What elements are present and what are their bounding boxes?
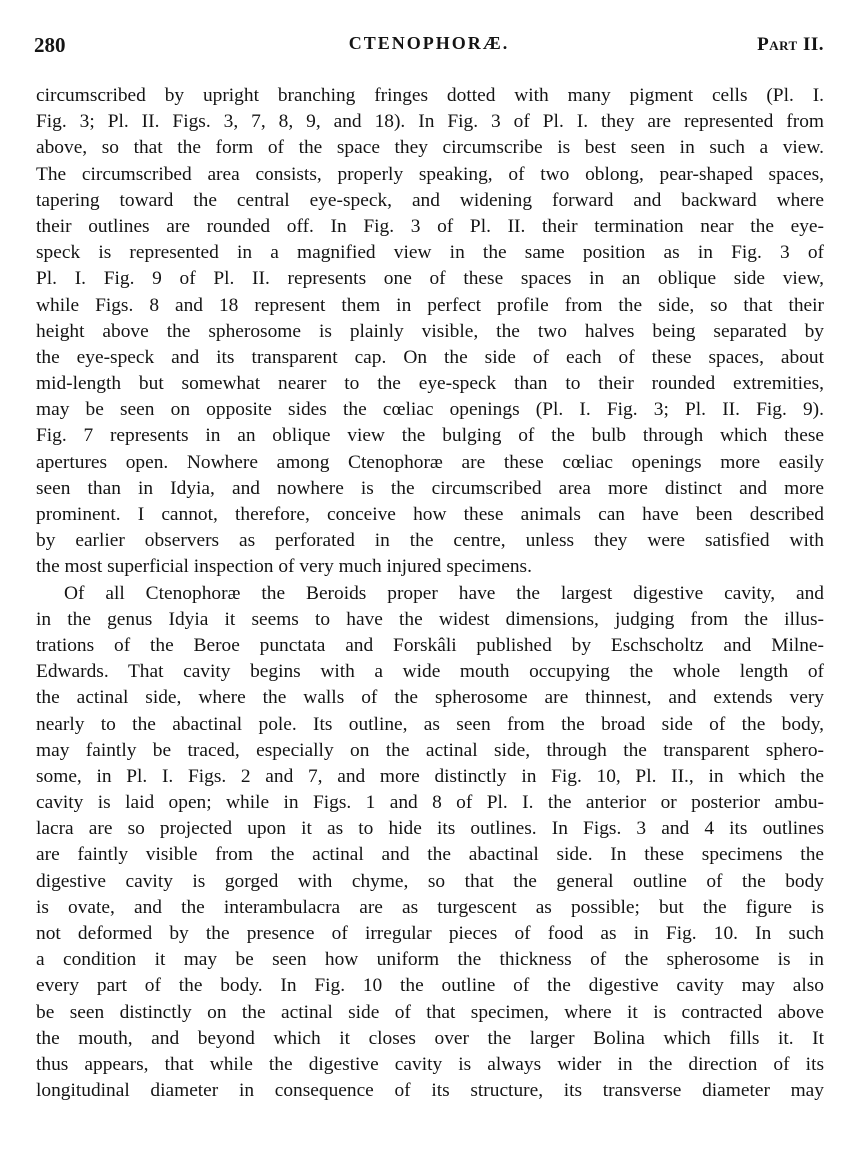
text-line: the mouth, and beyond which it closes over the larger Bolina which fills it. It	[36, 1027, 824, 1049]
text-line: The circumscribed area consists, properly speaking, of two oblong, pear-shaped spaces,	[36, 163, 824, 185]
running-head	[34, 33, 824, 63]
text-line: may faintly be traced, especially on the actinal side, through the transparent sphero-	[36, 739, 824, 761]
text-line: may be seen on opposite sides the cœliac openings (Pl. I. Fig. 3; Pl. II. Fig. 9).	[36, 399, 824, 421]
text-line: tapering toward the central eye-speck, and widening forward and backward where	[36, 189, 824, 211]
text-line: every part of the body. In Fig. 10 the outline of the digestive cavity may also	[36, 975, 824, 997]
text-line: a condition it may be seen how uniform the thickness of the spherosome is in	[36, 949, 824, 971]
text-line: Fig. 7 represents in an oblique view the bulging of the bulb through which these	[36, 425, 824, 447]
text-line: Of all Ctenophoræ the Beroids proper have the largest digestive cavity, and	[64, 582, 824, 604]
text-line: is ovate, and the interambulacra are as turgescent as possible; but the figure is	[36, 896, 824, 918]
text-line: some, in Pl. I. Figs. 2 and 7, and more distinctly in Fig. 10, Pl. II., in which the	[36, 765, 824, 787]
text-line: their outlines are rounded off. In Fig. 3 of Pl. II. their termination near the eye-	[36, 215, 824, 237]
text-line: be seen distinctly on the actinal side of that specimen, where it is contracted above	[36, 1001, 824, 1023]
running-title: CTENOPHORÆ.	[348, 33, 510, 53]
paragraph	[36, 83, 824, 581]
text-line: nearly to the abactinal pole. Its outline, as seen from the broad side of the body,	[36, 713, 824, 735]
text-line: trations of the Beroe punctata and Forskâli published by Eschscholtz and Milne-	[36, 634, 824, 656]
text-line: the eye-speck and its transparent cap. On the side of each of these spaces, about	[36, 346, 824, 368]
paragraph	[36, 581, 824, 1105]
text-line: digestive cavity is gorged with chyme, so that the general outline of the body	[36, 870, 824, 892]
text-line: cavity is laid open; while in Figs. 1 and 8 of Pl. I. the anterior or posterior ambu-	[36, 792, 824, 814]
text-line: above, so that the form of the space they circumscribe is best seen in such a view.	[36, 137, 824, 159]
body-text	[36, 83, 824, 1104]
text-line: Edwards. That cavity begins with a wide mouth occupying the whole length of	[36, 661, 824, 683]
text-line: while Figs. 8 and 18 represent them in perfect profile from the side, so that their	[36, 294, 824, 316]
text-line: the most superficial inspection of very much injured specimens.	[36, 556, 532, 578]
text-line: Fig. 3; Pl. II. Figs. 3, 7, 8, 9, and 18). In Fig. 3 of Pl. I. they are represented from	[36, 111, 824, 133]
text-line: speck is represented in a magnified view in the same position as in Fig. 3 of	[36, 242, 824, 264]
text-line: longitudinal diameter in consequence of its structure, its transverse diameter may	[36, 1080, 824, 1102]
text-line: Pl. I. Fig. 9 of Pl. II. represents one of these spaces in an oblique side view,	[36, 268, 824, 290]
text-line: thus appears, that while the digestive cavity is always wider in the direction of its	[36, 1053, 824, 1075]
text-line: seen than in Idyia, and nowhere is the circumscribed area more distinct and more	[36, 477, 824, 499]
text-line: mid-length but somewhat nearer to the eye-speck than to their rounded extremities,	[36, 373, 824, 395]
text-line: by earlier observers as perforated in the centre, unless they were satisfied with	[36, 530, 824, 552]
text-line: height above the spherosome is plainly visible, the two halves being separated by	[36, 320, 824, 342]
text-line: not deformed by the presence of irregular pieces of food as in Fig. 10. In such	[36, 923, 824, 944]
text-line: in the genus Idyia it seems to have the widest dimensions, judging from the illus-	[36, 608, 824, 630]
part-label: Part II.	[757, 34, 824, 55]
text-line: lacra are so projected upon it as to hide its outlines. In Figs. 3 and 4 its outlines	[36, 818, 824, 840]
text-line: circumscribed by upright branching fringes dotted with many pigment cells (Pl. I.	[36, 85, 824, 106]
text-line: prominent. I cannot, therefore, conceive how these animals can have been described	[36, 504, 824, 525]
text-line: are faintly visible from the actinal and the abactinal side. In these specimens the	[36, 844, 824, 866]
page-number: 280	[34, 33, 66, 57]
text-line: apertures open. Nowhere among Ctenophoræ are these cœliac openings more easily	[36, 451, 824, 473]
text-line: the actinal side, where the walls of the spherosome are thinnest, and extends very	[36, 687, 824, 709]
